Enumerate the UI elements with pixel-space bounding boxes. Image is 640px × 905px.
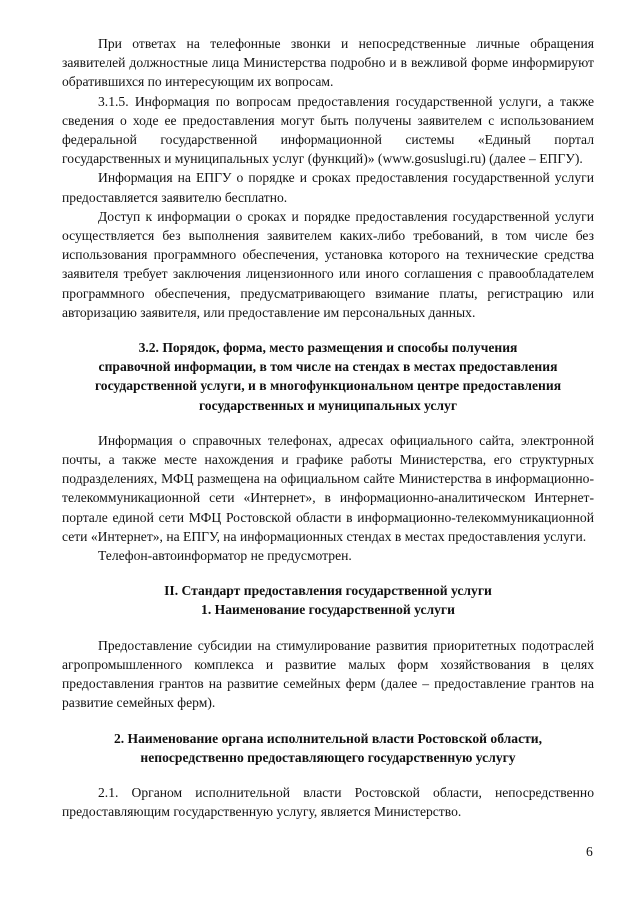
heading-3-2: [62, 338, 594, 415]
heading-section-2: [62, 581, 594, 619]
paragraph-autoinformer: Телефон-автоинформатор не предусмотрен.: [98, 548, 352, 564]
paragraph-access-info: Доступ к информации о сроках и порядке предоставления государственной услуги осуществляется без выполнения заявителем каких-либо требований, в том числе без использования программного обеспечения, установка которого на технические средства заявителя требует заключения лицензионного или иного соглашения с правообладателем программного обеспечения, предусматривающего взимание платы, регистрацию или авторизацию заявителя, или предоставление им персональных данных.: [62, 208, 594, 320]
document-page: [62, 34, 594, 821]
paragraph-reference-info: Информация о справочных телефонах, адресах официального сайта, электронной почты, а также месте нахождения и графике работы Министерства, его структурных подразделениях, МФЦ размещена на официальном сайте Министерства в информационно-телекоммуникационной сети «Интернет», в информационно-аналитическом Интернет-портале единой сети МФЦ Ростовской области в информационно-телекоммуникационной сети «Интернет», на ЕПГУ, на информационных стендах в местах предоставления услуги.: [62, 432, 594, 544]
heading-3-2-line-2: справочной информации, в том числе на стендах в местах предоставления: [98, 359, 558, 375]
heading-2-authority-line-2: непосредственно предоставляющего государственную услугу: [140, 749, 516, 765]
heading-3-2-line-1: 3.2. Порядок, форма, место размещения и способы получения: [138, 340, 518, 356]
heading-section-2-line-2: 1. Наименование государственной услуги: [201, 602, 455, 618]
paragraph-3-1-5: 3.1.5. Информация по вопросам предоставления государственной услуги, а также сведения о ходе ее предоставления могут быть получены заявителем с использованием федеральной государственной информационной системы «Единый портал государственных и муниципальных услуг (функций)» (www.gosuslugi.ru) (далее – ЕПГУ).: [62, 93, 594, 167]
heading-2-authority-line-1: 2. Наименование органа исполнительной власти Ростовской области,: [113, 730, 543, 746]
paragraph-officials-inform: При ответах на телефонные звонки и непосредственные личные обращения заявителей должностные лица Министерства подробно и в вежливой форме информируют обратившихся по интересующим их вопросам.: [62, 36, 594, 90]
paragraph-epgu-free: Информация на ЕПГУ о порядке и сроках предоставления государственной услуги предоставляется заявителю бесплатно.: [62, 170, 594, 205]
heading-3-2-line-3: государственной услуги, и в многофункциональном центре предоставления: [94, 378, 562, 394]
heading-section-2-line-1: II. Стандарт предоставления государственной услуги: [164, 583, 492, 599]
paragraph-2-1: 2.1. Органом исполнительной власти Ростовской области, непосредственно предоставляющим государственную услугу, является Министерство.: [62, 784, 594, 820]
heading-3-2-line-4: государственных и муниципальных услуг: [198, 397, 458, 413]
paragraph-service-name: Предоставление субсидии на стимулирование развития приоритетных подотраслей агропромышленного комплекса и развитие малых форм хозяйствования в целях предоставления грантов на развитие семейных ферм (далее – предоставление грантов на развитие семейных ферм).: [62, 637, 594, 711]
page-number: 6: [586, 844, 593, 859]
heading-2-authority: [62, 729, 594, 767]
